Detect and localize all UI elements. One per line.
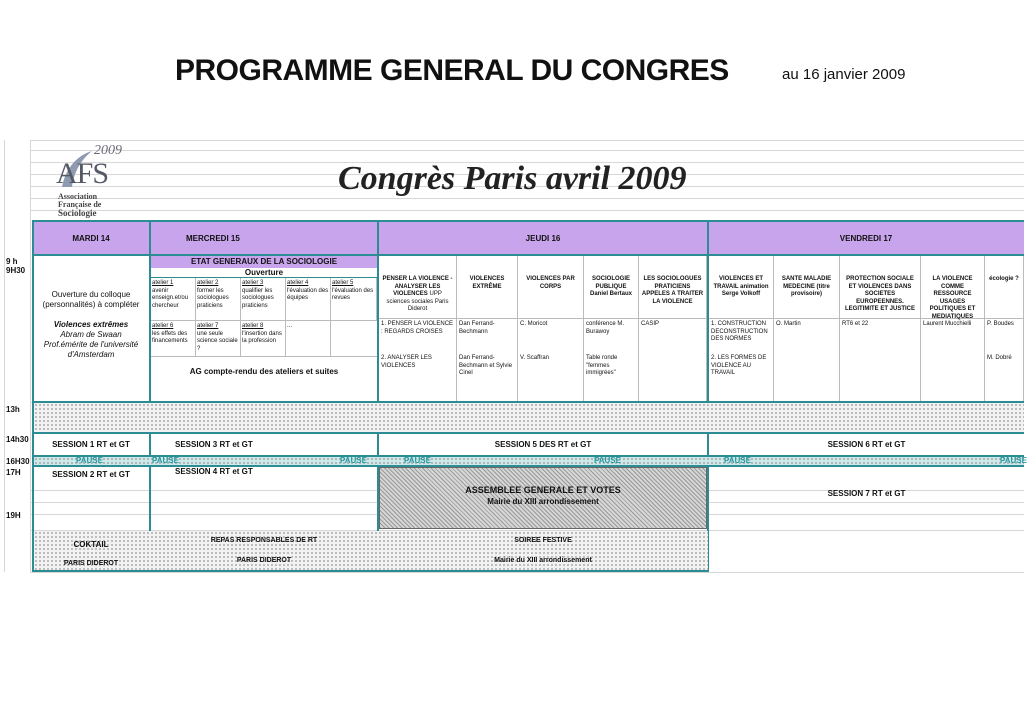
column-header-text: VIOLENCES EXTRÊME (469, 276, 505, 290)
tuesday-opening: Ouverture du colloque (personnalités) à compléter (42, 290, 140, 309)
thursday-slot-1[interactable]: C. Moricot (520, 321, 548, 327)
logo-name-line3: Sociologie (58, 208, 97, 218)
column-header-text: VIOLENCES PAR CORPS (526, 276, 575, 290)
atelier-cell-r1-2[interactable] (196, 278, 241, 320)
pause-wed-2: PAUSE (340, 456, 367, 465)
assembly-place: Mairie du XIII arrondissement (487, 497, 599, 506)
evening-cocktail-place: PARIS DIDEROT (63, 560, 119, 567)
column-header-text: écologie ? (989, 276, 1019, 282)
thursday-column-header (584, 256, 638, 300)
atelier-cell-r1-4[interactable] (286, 278, 331, 320)
atelier-topic: ... (287, 323, 293, 329)
pause-tue: PAUSE (76, 456, 103, 465)
tuesday-talk (34, 320, 148, 360)
time-13h: 13h (6, 405, 20, 414)
friday-slot-2[interactable]: M. Dobré (987, 355, 1012, 361)
friday-column-1 (709, 256, 774, 401)
thursday-column-header (457, 256, 517, 300)
time-9h: 9 h (6, 257, 18, 266)
ateliers-row-2 (151, 321, 377, 356)
atelier-name: atelier 8 (242, 323, 264, 329)
friday-column-header (709, 256, 773, 300)
evening-cocktail: COKTAIL (73, 540, 109, 549)
friday-column-3 (840, 256, 921, 401)
session-2[interactable]: SESSION 2 RT et GT (52, 470, 130, 479)
tuesday-talk-speaker: Abram de Swaan (60, 330, 122, 339)
friday-column-header (840, 256, 920, 312)
friday-slot-2[interactable] (840, 353, 920, 357)
afs-logo (50, 143, 140, 219)
friday-columns (709, 256, 1024, 401)
friday-slot-1[interactable]: 1. CONSTRUCTION DECONSTRUCTION DES NORMES (711, 321, 768, 342)
atelier-name: atelier 5 (332, 280, 354, 286)
friday-slot-2[interactable]: 2. LES FORMES DE VIOLENCE AU TRAVAIL (711, 355, 767, 376)
friday-slot-1[interactable]: Laurent Mucchielli (923, 321, 972, 327)
column-header-text: SANTE MALADIE MEDECINE (titre provisoire) (781, 276, 832, 297)
thursday-column-header (379, 256, 456, 312)
column-header-text: PROTECTION SOCIALE ET VIOLENCES DANS SOCIETES EUROPEENNES. LEGITIMITE ET JUSTICE (844, 276, 915, 312)
day-header-tue: MARDI 14 (72, 233, 110, 243)
column-header-text: VIOLENCES ET TRAVAIL animation Serge Volkoff (713, 276, 769, 297)
friday-column-header (921, 256, 984, 320)
evening-soiree: SOIREE FESTIVE (514, 537, 572, 544)
column-header-note: UPP sciences sociales Paris Diderot (386, 291, 449, 312)
logo-acronym: AFS (56, 157, 109, 190)
session-1[interactable]: SESSION 1 RT et GT (52, 440, 130, 449)
pause-band (34, 457, 1024, 465)
session-3[interactable]: SESSION 3 RT et GT (175, 440, 253, 449)
assembly-title: ASSEMBLEE GENERALE ET VOTES (465, 485, 621, 495)
atelier-cell-r2-2[interactable] (196, 321, 241, 356)
atelier-name: atelier 7 (197, 323, 219, 329)
pause-fri-2: PAUSE (1000, 456, 1027, 465)
atelier-topic: une seule science sociale ? (197, 330, 238, 352)
atelier-name: atelier 1 (152, 280, 174, 286)
thursday-slot-1[interactable]: Dan Ferrand-Bechmann (459, 321, 495, 335)
thursday-column-2 (457, 256, 518, 401)
etat-generaux-title: ETAT GENERAUX DE LA SOCIOLOGIE (190, 257, 338, 266)
friday-column-header (985, 256, 1023, 300)
page-subtitle-date: au 16 janvier 2009 (782, 66, 906, 83)
atelier-topic: qualifier les sociologues praticiens (242, 287, 274, 309)
atelier-topic: former les sociologues praticiens (197, 287, 229, 309)
wednesday-ouverture: Ouverture (244, 268, 284, 277)
session-6[interactable]: SESSION 6 RT et GT (827, 440, 906, 449)
atelier-topic: avenir enseign.et/ou chercheur (152, 287, 189, 309)
atelier-cell-r1-5[interactable] (331, 278, 377, 320)
logo-name-line2: Française de (58, 200, 102, 209)
day-header-wed: MERCREDI 15 (186, 233, 240, 243)
thursday-slot-2[interactable]: V. Scaffran (520, 355, 550, 361)
column-header-text: PENSER LA VIOLENCE - ANALYSER LES VIOLENCES (382, 276, 453, 297)
friday-column-2 (774, 256, 840, 401)
time-19h: 19H (6, 511, 21, 520)
thursday-column-header (518, 256, 583, 300)
evening-soiree-place: Mairie du XIII arrondissement (494, 557, 592, 564)
logo-name-line1: Association (58, 192, 98, 201)
thursday-slot-2[interactable]: 2. ANALYSER LES VIOLENCES (381, 355, 432, 369)
thursday-slot-2[interactable]: Dan Ferrand-Bechmann et Sylvie Cinel (459, 355, 513, 376)
day-header-fri: VENDREDI 17 (839, 233, 893, 243)
column-header-text: LES SOCIOLOGUES PRATICIENS APPELES A TRAITER LA VIOLENCE (641, 276, 704, 305)
time-17h: 17H (6, 468, 21, 477)
thursday-column-4 (584, 256, 639, 401)
friday-column-header (774, 256, 839, 300)
pause-wed-1: PAUSE (152, 456, 179, 465)
time-16h30: 16H30 (6, 457, 30, 466)
column-header-text: SOCIOLOGIE PUBLIQUE Daniel Bertaux (589, 276, 632, 297)
evening-repas: REPAS RESPONSABLES DE RT (210, 537, 318, 544)
friday-slot-1[interactable]: O. Martin (776, 321, 801, 327)
tuesday-talk-role: Prof.émérite de l'université d'Amsterdam (43, 340, 139, 359)
thursday-column-1 (379, 256, 457, 401)
page-title: PROGRAMME GENERAL DU CONGRES (175, 54, 729, 87)
atelier-topic: l'évaluation des équipes (287, 287, 329, 301)
tuesday-talk-title: Violences extrêmes (53, 320, 129, 329)
column-header-text: LA VIOLENCE COMME RESSOURCE USAGES POLITIQUES ET MEDIATIQUES (929, 276, 976, 320)
atelier-topic: les effets des financements (152, 330, 188, 344)
banner-title: Congrès Paris avril 2009 (338, 160, 687, 197)
friday-column-4 (921, 256, 985, 401)
thursday-slot-2[interactable]: Table ronde "femmes immigrées" (586, 355, 618, 376)
pause-thu-2: PAUSE (594, 456, 621, 465)
thursday-column-5 (639, 256, 707, 401)
atelier-name: atelier 6 (152, 323, 174, 329)
ateliers-row-1 (151, 278, 377, 320)
thursday-slot-1[interactable]: conférence M. Burawoy (586, 321, 625, 335)
thursday-column-header (639, 256, 706, 305)
friday-slot-1[interactable]: RT6 et 22 (842, 321, 869, 327)
thursday-slot-2[interactable] (639, 353, 706, 357)
atelier-name: atelier 2 (197, 280, 219, 286)
time-9h30: 9H30 (6, 266, 26, 275)
evening-repas-place: PARIS DIDEROT (236, 557, 292, 564)
atelier-cell-r1-3[interactable] (241, 278, 286, 320)
thursday-slot-1[interactable]: CASIP (641, 321, 660, 327)
session-7[interactable]: SESSION 7 RT et GT (827, 489, 906, 498)
day-header-thu: JEUDI 16 (525, 233, 561, 243)
friday-column-5 (985, 256, 1024, 401)
atelier-cell-r2-4[interactable] (286, 321, 331, 356)
thursday-column-3 (518, 256, 584, 401)
wednesday-ag: AG compte-rendu des ateliers et suites (189, 367, 339, 376)
atelier-topic: l'évaluation des revues (332, 287, 374, 301)
lunch-break-band (34, 403, 1024, 432)
pause-fri-1: PAUSE (724, 456, 751, 465)
logo-year: 2009 (94, 143, 122, 158)
session-5[interactable]: SESSION 5 DES RT et GT (494, 440, 592, 449)
atelier-cell-r1-1[interactable] (151, 278, 196, 320)
thursday-slot-1[interactable]: 1. PENSER LA VIOLENCE : REGARDS CROISES (381, 321, 454, 335)
friday-slot-2[interactable] (921, 353, 984, 357)
friday-slot-1[interactable]: P. Boudes (987, 321, 1014, 327)
atelier-name: atelier 3 (242, 280, 264, 286)
session-4[interactable]: SESSION 4 RT et GT (175, 467, 253, 476)
friday-slot-2[interactable] (774, 353, 839, 357)
atelier-cell-r2-3[interactable] (241, 321, 286, 356)
time-14h30: 14h30 (6, 435, 29, 444)
thursday-columns (379, 256, 707, 401)
pause-thu-1: PAUSE (404, 456, 431, 465)
atelier-topic: l'insertion dans la profession (242, 330, 282, 344)
atelier-name: atelier 4 (287, 280, 309, 286)
atelier-cell-r2-1[interactable] (151, 321, 196, 356)
